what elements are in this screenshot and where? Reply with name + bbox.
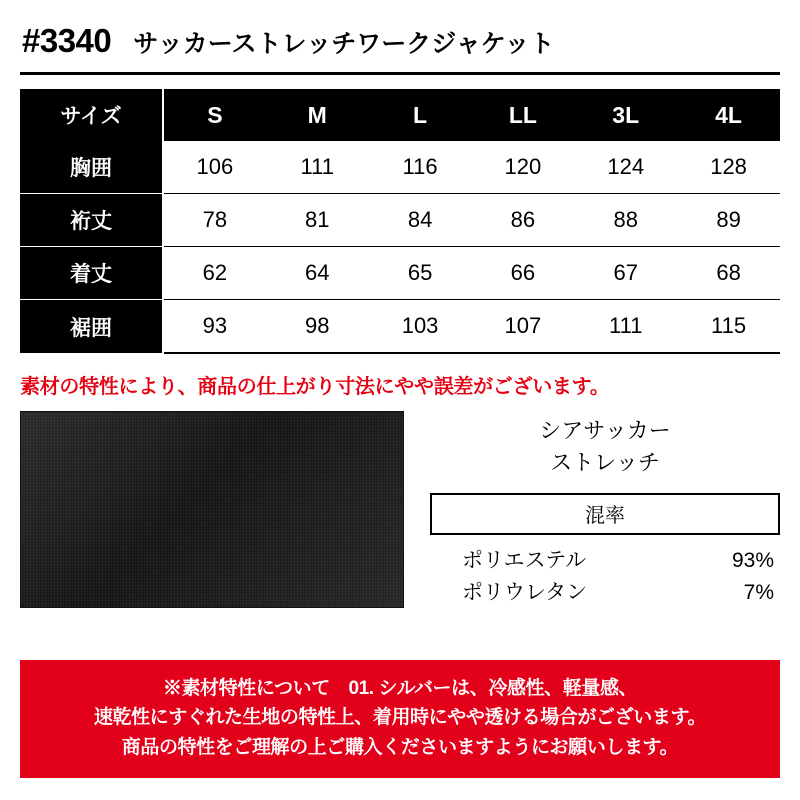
cell-length-ll: 66	[471, 247, 574, 300]
header-divider	[20, 72, 780, 75]
size-column-header-m: M	[266, 89, 369, 141]
table-row	[20, 247, 780, 300]
cell-sleeve-s: 78	[163, 194, 266, 247]
cell-sleeve-l: 84	[369, 194, 472, 247]
size-table-head	[20, 89, 780, 141]
row-label-length: 着丈	[20, 247, 163, 300]
row-label-chest: 胸囲	[20, 141, 163, 194]
fabric-swatch-image	[20, 411, 404, 608]
cell-length-4l: 68	[677, 247, 780, 300]
cell-sleeve-4l: 89	[677, 194, 780, 247]
measurement-note: 素材の特性により、商品の仕上がり寸法にやや誤差がございます。	[20, 376, 610, 398]
product-title: サッカーストレッチワークジャケット	[133, 30, 555, 58]
table-row	[20, 141, 780, 194]
banner-line-2: 速乾性にすぐれた生地の特性上、着用時にやや透ける場合がございます。	[93, 707, 707, 729]
composition-percent-polyurethane: 7%	[743, 581, 774, 605]
table-row	[20, 300, 780, 354]
cell-chest-4l: 128	[677, 141, 780, 194]
cell-hem-ll: 107	[471, 300, 574, 354]
cell-length-m: 64	[266, 247, 369, 300]
cell-chest-3l: 124	[574, 141, 677, 194]
banner-line-3: 商品の特性をご理解の上ご購入くださいますようにお願いします。	[121, 736, 679, 758]
fabric-title-line2: ストレッチ	[550, 449, 660, 475]
cell-sleeve-m: 81	[266, 194, 369, 247]
size-column-header-s: S	[163, 89, 266, 141]
cell-sleeve-3l: 88	[574, 194, 677, 247]
size-column-header-3l: 3L	[574, 89, 677, 141]
cell-chest-s: 106	[163, 141, 266, 194]
size-table	[20, 89, 780, 354]
fabric-info	[430, 411, 780, 610]
cell-chest-ll: 120	[471, 141, 574, 194]
cell-hem-l: 103	[369, 300, 472, 354]
cell-chest-l: 116	[369, 141, 472, 194]
row-label-hem: 裾囲	[20, 300, 163, 354]
row-label-sleeve: 裄丈	[20, 194, 163, 247]
cell-hem-m: 98	[266, 300, 369, 354]
composition-material-polyurethane: ポリウレタン	[462, 581, 588, 605]
composition-list	[430, 545, 780, 610]
cell-sleeve-ll: 86	[471, 194, 574, 247]
size-column-header-4l: 4L	[677, 89, 780, 141]
fabric-section	[20, 411, 780, 610]
list-item	[430, 577, 780, 610]
cell-length-l: 65	[369, 247, 472, 300]
cell-chest-m: 111	[266, 141, 369, 194]
composition-percent-polyester: 93%	[731, 548, 774, 572]
page-header	[0, 0, 800, 60]
composition-header: 混率	[430, 493, 780, 535]
table-header-row	[20, 89, 780, 141]
fabric-title-line1: シアサッカー	[539, 418, 671, 443]
cell-hem-3l: 111	[574, 300, 677, 354]
product-code: #3340	[22, 22, 112, 59]
cell-hem-s: 93	[163, 300, 266, 354]
size-table-body	[20, 141, 780, 353]
size-column-header-l: L	[369, 89, 472, 141]
cell-length-3l: 67	[574, 247, 677, 300]
size-column-header-ll: LL	[471, 89, 574, 141]
banner-line-1: ※素材特性について 01. シルバーは、冷感性、軽量感、	[162, 677, 638, 699]
cell-hem-4l: 115	[677, 300, 780, 354]
table-row	[20, 194, 780, 247]
size-table-container	[20, 89, 780, 354]
size-table-corner-label: サイズ	[20, 89, 163, 141]
fabric-title	[430, 415, 780, 479]
cell-length-s: 62	[163, 247, 266, 300]
list-item	[430, 545, 780, 578]
material-notice-banner	[20, 660, 780, 778]
composition-material-polyester: ポリエステル	[462, 548, 587, 572]
